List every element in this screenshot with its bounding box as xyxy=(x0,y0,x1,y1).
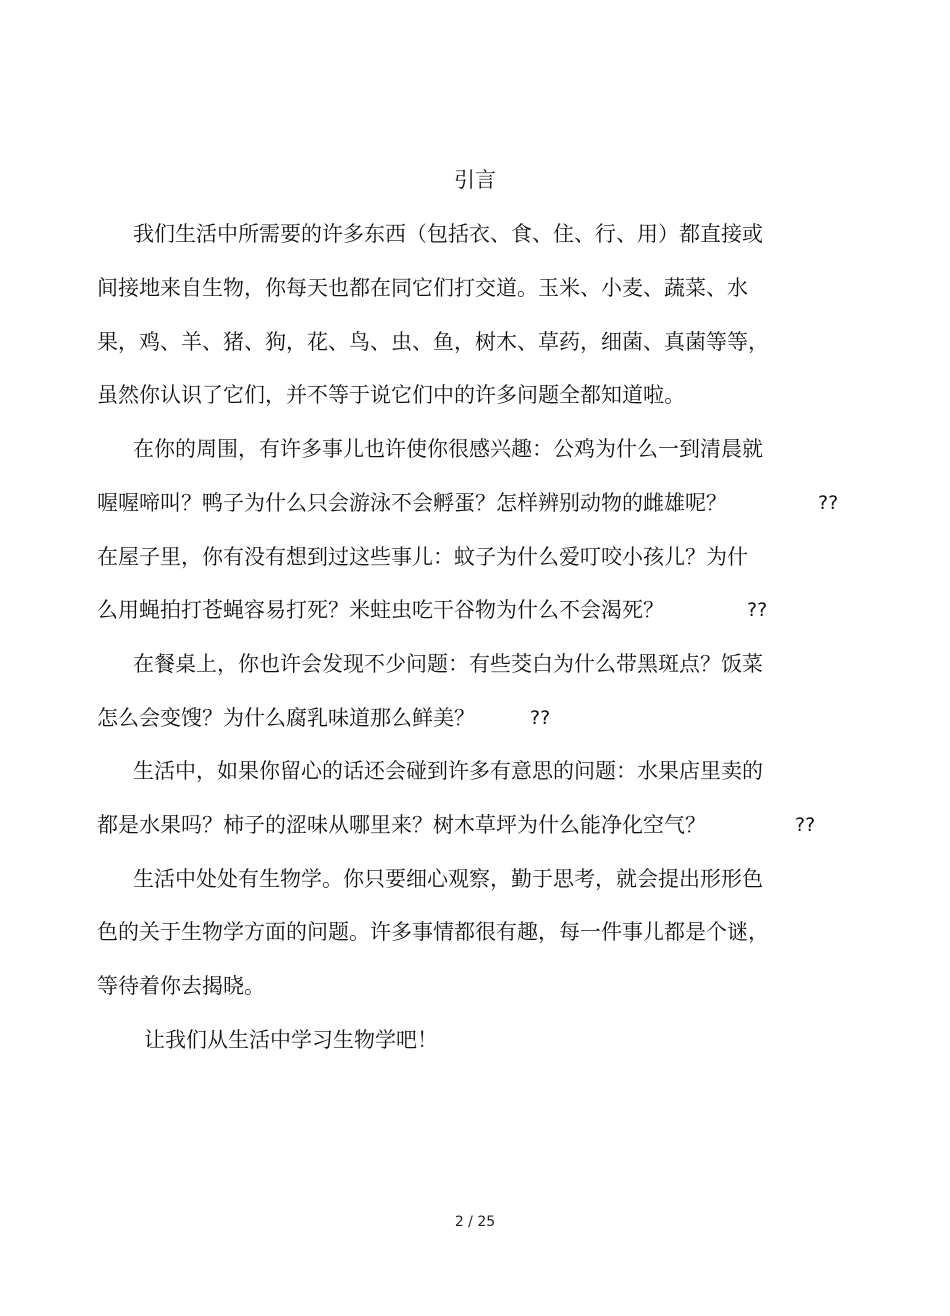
question-mark-3: ?? xyxy=(530,707,551,729)
paragraph-1-line-2: 间接地来自生物，你每天也都在同它们打交道。玉米、小麦、蔬菜、水 xyxy=(97,276,748,300)
paragraph-5-line-1: 生活中，如果你留心的话还会碰到许多有意思的问题：水果店里卖的 xyxy=(133,759,763,783)
paragraph-6-line-2: 色的关于生物学方面的问题。许多事情都很有趣，每一件事儿都是个谜， xyxy=(97,920,769,944)
paragraph-4-line-2: 怎么会变馊？为什么腐乳味道那么鲜美？ xyxy=(97,706,475,730)
paragraph-1-line-1: 我们生活中所需要的许多东西（包括衣、食、住、行、用）都直接或 xyxy=(133,222,763,246)
paragraph-2-line-1: 在你的周围，有许多事儿也许使你很感兴趣：公鸡为什么一到清晨就 xyxy=(133,437,763,461)
closing-line: 让我们从生活中学习生物学吧！ xyxy=(144,1028,438,1052)
paragraph-6-line-3: 等待着你去揭晓。 xyxy=(97,974,265,998)
paragraph-6-line-1: 生活中处处有生物学。你只要细心观察，勤于思考，就会提出形形色 xyxy=(133,867,763,891)
question-mark-1: ?? xyxy=(818,492,839,514)
paragraph-4-line-1: 在餐桌上，你也许会发现不少问题：有些茭白为什么带黑斑点？饭菜 xyxy=(133,652,763,676)
paragraph-3-line-1: 在屋子里，你有没有想到过这些事儿：蚊子为什么爱叮咬小孩儿？为什 xyxy=(97,545,748,569)
paragraph-3-line-2: 么用蝇拍打苍蝇容易打死？米蛀虫吃干谷物为什么不会渴死？ xyxy=(97,598,664,622)
question-mark-2: ?? xyxy=(747,599,768,621)
paragraph-1-line-4: 虽然你认识了它们，并不等于说它们中的许多问题全都知道啦。 xyxy=(97,383,685,407)
page-title: 引言 xyxy=(454,168,496,192)
paragraph-1-line-3: 果，鸡、羊、猪、狗，花、鸟、虫、鱼，树木、草药，细菌、真菌等等， xyxy=(97,330,769,354)
page-number: 2 / 25 xyxy=(454,1214,496,1230)
paragraph-2-line-2: 喔喔啼叫？鸭子为什么只会游泳不会孵蛋？怎样辨别动物的雌雄呢？ xyxy=(97,491,727,515)
question-mark-4: ?? xyxy=(795,814,816,836)
paragraph-5-line-2: 都是水果吗？柿子的涩味从哪里来？树木草坪为什么能净化空气？ xyxy=(97,813,706,837)
